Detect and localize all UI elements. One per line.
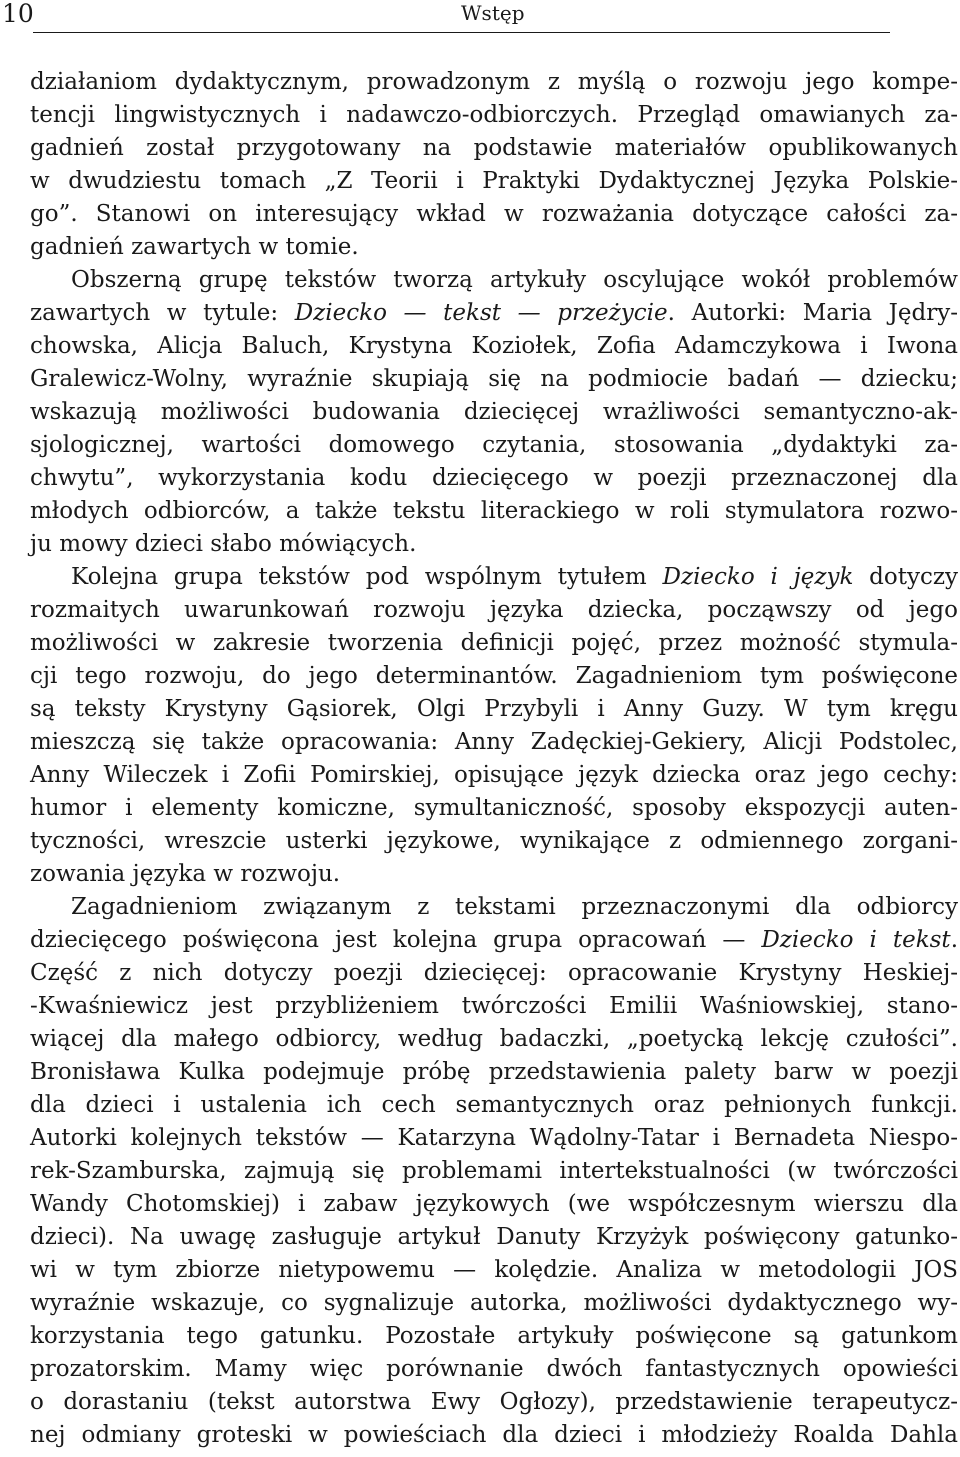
line-text: Autorki kolejnych tekstów — Katarzyna Wądolny-Tatar i Bernadeta Niespo- — [30, 1125, 958, 1151]
text-line — [30, 66, 958, 99]
italic-title: Dziecko i język — [662, 564, 854, 590]
text-line — [30, 396, 958, 429]
line-text: dzieci). Na uwagę zasługuje artykuł Danuty Krzyżyk poświęcony gatunko- — [30, 1224, 958, 1250]
line-text: chwytu”, wykorzystania kodu dziecięcego w poezji przeznaczonej dla — [30, 465, 958, 491]
text-line — [30, 264, 958, 297]
text-line — [30, 132, 958, 165]
line-text: rek-Szamburska, zajmują się problemami intertekstualności (w twórczości — [30, 1158, 958, 1184]
line-text: o dorastaniu (tekst autorstwa Ewy Ogłozy), przedstawienie terapeutycz- — [30, 1389, 958, 1415]
text-line — [30, 660, 958, 693]
line-text: wi w tym zbiorze nietypowemu — kolędzie. Analiza w metodologii JOS — [30, 1257, 958, 1283]
text-line — [30, 495, 958, 528]
italic-title: Dziecko i tekst — [761, 927, 951, 953]
text-line — [30, 1419, 958, 1452]
text-line — [30, 693, 958, 726]
line-text: młodych odbiorców, a także tekstu literackiego w roli stymulatora rozwo- — [30, 498, 958, 524]
text-line — [30, 1287, 958, 1320]
text-line — [30, 297, 958, 330]
text-line — [30, 1320, 958, 1353]
header-rule — [33, 32, 890, 33]
text-line — [30, 990, 958, 1023]
line-text-rest: . — [950, 927, 958, 953]
text-line — [30, 957, 958, 990]
text-line — [30, 429, 958, 462]
line-text: możliwości w zakresie tworzenia definicji pojęć, przez możność stymula- — [30, 630, 958, 656]
line-text: Część z nich dotyczy poezji dziecięcej: opracowanie Krystyny Heskiej- — [30, 960, 958, 986]
text-line — [30, 759, 958, 792]
line-text: Zagadnieniom związanym z tekstami przeznaczonymi dla odbiorcy — [71, 894, 958, 920]
text-line — [30, 1254, 958, 1287]
text-line — [30, 231, 958, 264]
line-text: działaniom dydaktycznym, prowadzonym z myślą o rozwoju jego kompe- — [30, 69, 958, 95]
line-text: wyraźnie wskazuje, co sygnalizuje autorka, możliwości dydaktycznego wy- — [30, 1290, 958, 1316]
line-text: sjologicznej, wartości domowego czytania, stosowania „dydaktyki za- — [30, 432, 958, 458]
line-text: Kolejna grupa tekstów pod wspólnym tytułem — [71, 564, 663, 590]
line-text: humor i elementy komiczne, symultaniczność, sposoby ekspozycji auten- — [30, 795, 958, 821]
line-text: zowania języka w rozwoju. — [30, 861, 341, 887]
text-line — [30, 99, 958, 132]
text-line — [30, 594, 958, 627]
line-text: są teksty Krystyny Gąsiorek, Olgi Przybyli i Anny Guzy. W tym kręgu — [30, 696, 958, 722]
line-text: zawartych w tytule: — [30, 300, 295, 326]
line-text: Wandy Chotomskiej) i zabaw językowych (we współczesnym wierszu dla — [30, 1191, 958, 1217]
text-line — [30, 1353, 958, 1386]
text-line — [30, 726, 958, 759]
text-line — [30, 1056, 958, 1089]
line-text: gadnień zawartych w tomie. — [30, 234, 359, 260]
line-text: nej odmiany groteski w powieściach dla dzieci i młodzieży Roalda Dahla — [30, 1422, 958, 1448]
text-line — [30, 1188, 958, 1221]
line-text: wskazują możliwości budowania dziecięcej wrażliwości semantyczno-ak- — [30, 399, 958, 425]
line-text: go”. Stanowi on interesujący wkład w rozważania dotyczące całości za- — [30, 201, 958, 227]
line-text: rozmaitych uwarunkowań rozwoju języka dziecka, począwszy od jego — [30, 597, 958, 623]
text-line — [30, 363, 958, 396]
text-line — [30, 165, 958, 198]
text-line — [30, 198, 958, 231]
line-text: w dwudziestu tomach „Z Teorii i Praktyki Dydaktycznej Języka Polskie- — [30, 168, 958, 194]
text-line — [30, 1155, 958, 1188]
line-text: gadnień został przygotowany na podstawie materiałów opublikowanych — [30, 135, 958, 161]
line-text: wiącej dla małego odbiorcy, według badaczki, „poetycką lekcję czułości”. — [30, 1026, 958, 1052]
running-title: Wstęp — [461, 1, 525, 25]
line-text: -Kwaśniewicz jest przybliżeniem twórczości Emilii Waśniowskiej, stano- — [30, 993, 958, 1019]
line-text: Bronisława Kulka podejmuje próbę przedstawienia palety barw w poezji — [30, 1059, 958, 1085]
line-text: dla dzieci i ustalenia ich cech semantycznych oraz pełnionych funkcji. — [30, 1092, 958, 1118]
page-number: 10 — [2, 0, 34, 28]
line-text: Anny Wileczek i Zofii Pomirskiej, opisujące język dziecka oraz jego cechy: — [30, 762, 958, 788]
text-line — [30, 825, 958, 858]
line-text: cji tego rozwoju, do jego determinantów. Zagadnieniom tym poświęcone — [30, 663, 958, 689]
text-line — [30, 330, 958, 363]
line-text: dziecięcego poświęcona jest kolejna grupa opracowań — — [30, 927, 762, 953]
text-line — [30, 1386, 958, 1419]
text-line — [30, 1089, 958, 1122]
line-text-rest: . Autorki: Maria Jędry- — [667, 300, 958, 326]
line-text: mieszczą się także opracowania: Anny Zadęckiej-Gekiery, Alicji Podstolec, — [30, 729, 958, 755]
text-line — [30, 528, 958, 561]
text-line — [30, 462, 958, 495]
text-line — [30, 792, 958, 825]
body-text — [30, 66, 958, 1452]
line-text: chowska, Alicja Baluch, Krystyna Koziołek, Zofia Adamczykowa i Iwona — [30, 333, 958, 359]
text-line — [30, 1122, 958, 1155]
line-text: ju mowy dzieci słabo mówiących. — [30, 531, 417, 557]
text-line — [30, 858, 958, 891]
text-line — [30, 1221, 958, 1254]
text-line — [30, 1023, 958, 1056]
line-text: prozatorskim. Mamy więc porównanie dwóch fantastycznych opowieści — [30, 1356, 958, 1382]
line-text: tencji lingwistycznych i nadawczo-odbiorczych. Przegląd omawianych za- — [30, 102, 958, 128]
italic-title: Dziecko — tekst — przeżycie — [294, 300, 668, 326]
line-text: Gralewicz-Wolny, wyraźnie skupiają się na podmiocie badań — dziecku; — [30, 366, 958, 392]
text-line — [30, 891, 958, 924]
line-text: korzystania tego gatunku. Pozostałe artykuły poświęcone są gatunkom — [30, 1323, 958, 1349]
running-header — [0, 0, 960, 40]
text-line — [30, 924, 958, 957]
line-text: Obszerną grupę tekstów tworzą artykuły oscylujące wokół problemów — [71, 267, 958, 293]
text-line — [30, 627, 958, 660]
text-line — [30, 561, 958, 594]
line-text: tyczności, wreszcie usterki językowe, wynikające z odmiennego zorgani- — [30, 828, 958, 854]
line-text-rest: dotyczy — [853, 564, 958, 590]
